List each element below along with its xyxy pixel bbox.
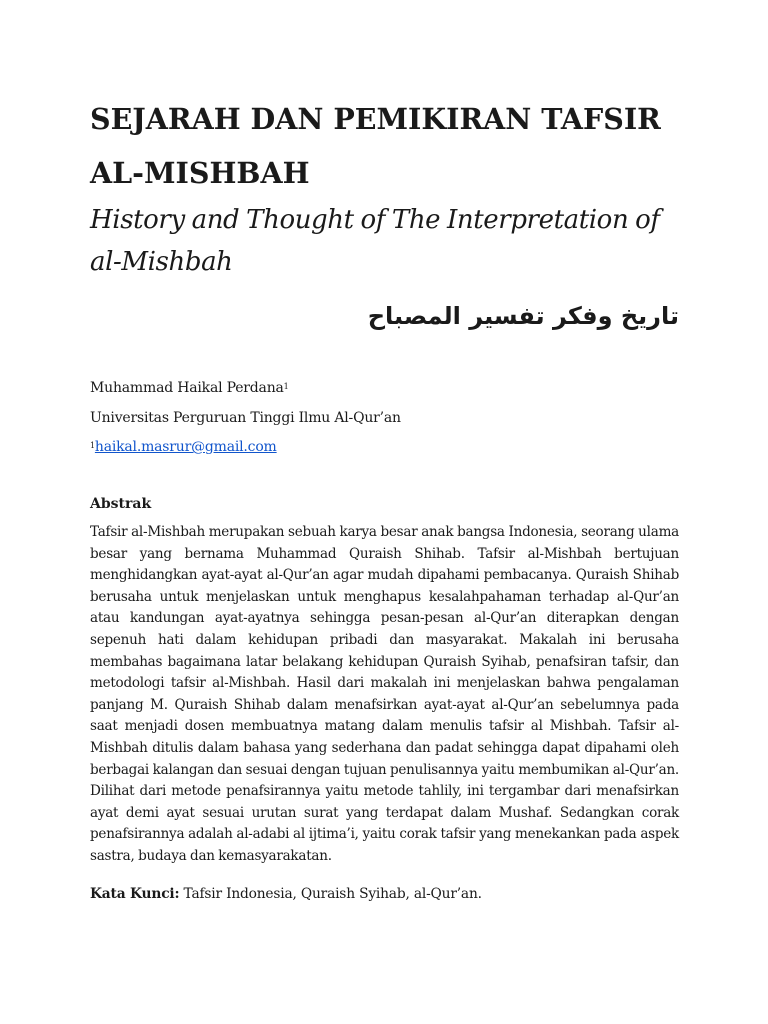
keywords-label: Kata Kunci: xyxy=(90,886,180,902)
paper-title-line-1: SEJARAH DAN PEMIKIRAN TAFSIR xyxy=(90,102,661,136)
english-subtitle-line-1: History and Thought of The Interpretation of xyxy=(90,205,660,235)
keywords-line xyxy=(90,884,679,904)
author-affiliation: Universitas Perguruan Tinggi Ilmu Al-Qur’an xyxy=(90,410,401,426)
english-subtitle-line-2: al-Mishbah xyxy=(90,247,233,277)
author-superscript: 1 xyxy=(283,382,289,391)
english-subtitle xyxy=(90,199,679,283)
abstract-heading: Abstrak xyxy=(90,496,152,512)
author-email-link[interactable]: haikal.masrur@gmail.com xyxy=(94,439,277,455)
paper-title xyxy=(90,92,679,200)
arabic-title: تاريخ وفكر تفسير المصباح xyxy=(367,302,679,330)
abstract-body: Tafsir al-Mishbah merupakan sebuah karya besar anak bangsa Indonesia, seorang ulama besar yang bernama Muhammad Quraish Shihab. Tafsir al-Mishbah bertujuan menghidangkan ayat-ayat al-Qur’an agar mudah dipahami pembacanya. Quraish Shihab berusaha untuk menjelaskan untuk menghapus kesalahpahaman terhadap al-Qur’an atau kandungan ayat-ayatnya sehingga pesan-pesan al-Qur’an diterapkan dengan sepenuh hati dalam kehidupan pribadi dan masyarakat. Makalah ini berusaha membahas bagaimana latar belakang kehidupan Quraish Syihab, penafsiran tafsir, dan metodologi tafsir al-Mishbah. Hasil dari makalah ini menjelaskan bahwa pengalaman panjang M. Quraish Shihab dalam menafsirkan ayat-ayat al-Qur’an sebelumnya pada saat menjadi dosen membuatnya matang dalam menulis tafsir al Mishbah. Tafsir al-Mishbah ditulis dalam bahasa yang sederhana dan padat sehingga dapat dipahami oleh berbagai kalangan dan sesuai dengan tujuan penulisannya yaitu membumikan al-Qur’an. Dilihat dari metode penafsirannya yaitu metode tahlily, ini tergambar dari menafsirkan ayat demi ayat sesuai urutan surat yang terdapat dalam Mushaf. Sedangkan corak penafsirannya adalah al-adabi al ijtima’i, yaitu corak tafsir yang menekankan pada aspek sastra, budaya dan kemasyarakatan. xyxy=(90,524,679,864)
author-email-line xyxy=(90,437,679,457)
author-name: Muhammad Haikal Perdana xyxy=(90,380,284,396)
keywords-value: Tafsir Indonesia, Quraish Syihab, al-Qur’an. xyxy=(179,886,482,902)
email-superscript: 1 xyxy=(90,441,95,450)
author-name-line xyxy=(90,378,679,398)
paper-title-line-2: AL-MISHBAH xyxy=(90,156,310,190)
